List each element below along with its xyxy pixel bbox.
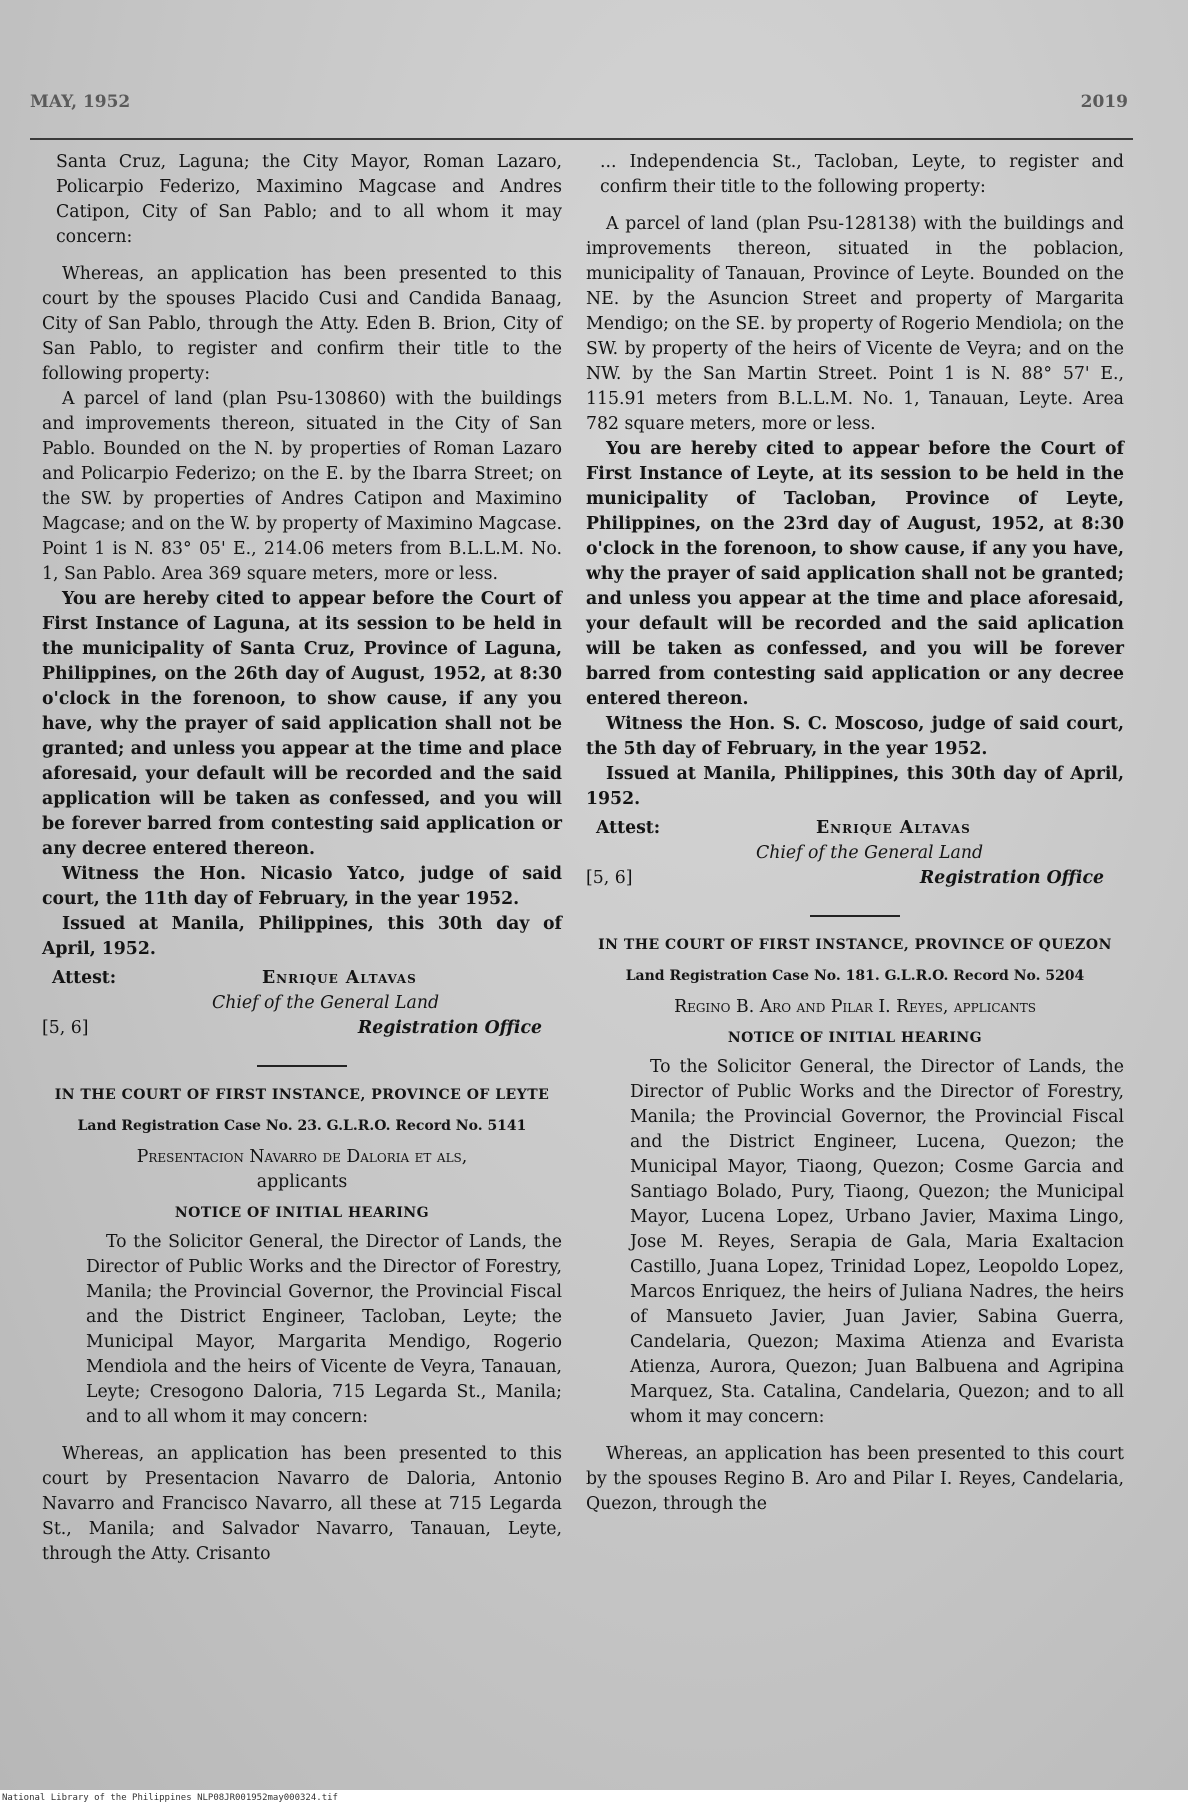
- issued-paragraph: Issued at Manila, Philippines, this 30th day of April, 1952.: [42, 914, 562, 959]
- section-divider-right: [810, 915, 900, 917]
- parcel-paragraph: A parcel of land (plan Psu-130860) with the buildings and improvements thereon, situated in the City of San Pablo. Bounded on the N. by properties of Roman Lazaro and Policarpio Federizo; on the E. by the Ibarra Street; on the SW. by properties of Andres Catipon and Maximino Magcase; and on the W. by property of Maximino Magcase. Point 1 is N. 83° 05' E., 214.06 meters from B.L.L.M. No. 1, San Pablo. Area 369 square meters, more or less.: [42, 389, 562, 584]
- case-number: Land Registration Case No. 23. G.L.R.O. Record No. 5141: [77, 1118, 527, 1134]
- parcel-paragraph-right: A parcel of land (plan Psu-128138) with the buildings and improvements thereon, situated in the poblacion, municipality of Tanauan, Province of Leyte. Bounded on the NE. by the Asuncion Street and property of Margarita Mendigo; on the SE. by property of Rogerio Mendiola; on the SW. by property of the heirs of Vicente de Veyra; and on the NW. by the San Martin Street. Point 1 is N. 88° 57' E., 115.91 meters from B.L.L.M. No. 1, Tanauan, Leyte. Area 782 square meters, more or less.: [586, 214, 1124, 434]
- attest-name: Enrique Altavas: [262, 968, 417, 988]
- notice-heading: NOTICE OF INITIAL HEARING: [174, 1205, 430, 1221]
- cited-paragraph: You are hereby cited to appear before the Court of First Instance of Laguna, at its session to be held in the municipality of Santa Cruz, Province of Laguna, Philippines, on the 26th day of August, 1952, at 8:30 o'clock in the forenoon, to show cause, if any you have, why the prayer of said application shall not be granted; and unless you appear at the time and place aforesaid, your default will be recorded and the said application will be taken as confessed, and you will be forever barred from contesting said application or any decree entered thereon.: [42, 589, 562, 859]
- addressees-cont-right: ... Independencia St., Tacloban, Leyte, to register and confirm their title to the following property:: [600, 152, 1124, 197]
- addressees-cont: Santa Cruz, Laguna; the City Mayor, Roman Lazaro, Policarpio Federizo, Maximino Magcase and Andres Catipon, City of San Pablo; and to all whom it may concern:: [56, 152, 562, 247]
- parties-right: Regino B. Aro and Pilar I. Reyes, applicants: [674, 997, 1036, 1017]
- court-heading: IN THE COURT OF FIRST INSTANCE, PROVINCE OF LEYTE: [54, 1087, 550, 1103]
- left-column: [42, 150, 562, 1567]
- attest-name-right: Enrique Altavas: [816, 818, 971, 838]
- right-column: [586, 150, 1124, 1517]
- issued-paragraph-right: Issued at Manila, Philippines, this 30th day of April, 1952.: [586, 764, 1124, 809]
- signature-title: [42, 991, 562, 1043]
- attest-label: Attest:: [52, 968, 117, 988]
- witness-paragraph: Witness the Hon. Nicasio Yatco, judge of said court, the 11th day of February, in the year 1952.: [42, 864, 562, 909]
- header-date: MAY, 1952: [30, 92, 131, 112]
- title-line-2-right: Registration Office: [919, 868, 1104, 888]
- section-divider: [257, 1065, 347, 1067]
- attest-label-right: Attest:: [596, 818, 661, 838]
- page-number: 2019: [1080, 92, 1128, 112]
- whereas-paragraph: Whereas, an application has been presented to this court by the spouses Placido Cusi and Candida Banaag, City of San Pablo, through the Atty. Eden B. Brion, City of San Pablo, to register and confirm their title to the following property:: [42, 264, 562, 384]
- case-number-right: Land Registration Case No. 181. G.L.R.O. Record No. 5204: [625, 968, 1085, 984]
- scan-footer: National Library of the Philippines NLP08JR001952may000324.tif: [2, 1793, 338, 1803]
- title-line-1-right: Chief of the General Land: [756, 843, 984, 863]
- court-heading-right: IN THE COURT OF FIRST INSTANCE, PROVINCE OF QUEZON: [598, 937, 1112, 953]
- parties: Presentacion Navarro de Daloria et als,: [136, 1147, 468, 1167]
- whereas-paragraph-right: Whereas, an application has been presented to this court by the spouses Regino B. Aro and Pilar I. Reyes, Candelaria, Quezon, through the: [586, 1444, 1124, 1514]
- cited-paragraph-right: You are hereby cited to appear before the Court of First Instance of Leyte, at its session to be held in the municipality of Tacloban, Province of Leyte, Philippines, on the 23rd day of August, 1952, at 8:30 o'clock in the forenoon, to show cause, if any you have, why the prayer of said application shall not be granted; and unless you appear at the time and place aforesaid, your default will be recorded and the said aplication will be taken as confessed, and you will be forever barred from contesting said application or any decree entered thereon.: [586, 439, 1124, 709]
- notice-heading-right: NOTICE OF INITIAL HEARING: [727, 1030, 983, 1046]
- witness-paragraph-right: Witness the Hon. S. C. Moscoso, judge of said court, the 5th day of February, in the year 1952.: [586, 714, 1124, 759]
- signature-title-right: [586, 841, 1124, 893]
- reference: [5, 6]: [42, 1018, 89, 1038]
- parties-role: applicants: [256, 1172, 348, 1192]
- to-paragraph-right: To the Solicitor General, the Director of Lands, the Director of Public Works and the Director of Forestry, Manila; the Provincial Governor, the Provincial Fiscal and the District Engineer, Lucena, Quezon; the Municipal Mayor, Tiaong, Quezon; Cosme Garcia and Santiago Bolado, Pury, Tiaong, Quezon; the Municipal Mayor, Lucena Lopez, Urbano Javier, Maxima Lingo, Jose M. Reyes, Serapia de Gala, Maria Exaltacion Castillo, Juana Lopez, Trinidad Lopez, Leopoldo Lopez, Marcos Enriquez, the heirs of Juliana Nadres, the heirs of Mansueto Javier, Juan Javier, Sabina Guerra, Candelaria, Quezon; Maxima Atienza and Evarista Atienza, Aurora, Quezon; Juan Balbuena and Agripina Marquez, Sta. Catalina, Candelaria, Quezon; and to all whom it may concern:: [630, 1057, 1124, 1427]
- header-rule: [30, 138, 1133, 140]
- title-line-2: Registration Office: [357, 1018, 542, 1038]
- to-paragraph: To the Solicitor General, the Director of Lands, the Director of Public Works and the Director of Forestry, Manila; the Provincial Governor, the Provincial Fiscal and the District Engineer, Tacloban, Leyte; the Municipal Mayor, Margarita Mendigo, Rogerio Mendiola and the heirs of Vicente de Veyra, Tanauan, Leyte; Cresogono Daloria, 715 Legarda St., Manila; and to all whom it may concern:: [86, 1232, 562, 1427]
- reference-right: [5, 6]: [586, 868, 633, 888]
- page-header: [30, 92, 1128, 122]
- whereas-paragraph-2: Whereas, an application has been presented to this court by Presentacion Navarro de Daloria, Antonio Navarro and Francisco Navarro, all these at 715 Legarda St., Manila; and Salvador Navarro, Tanauan, Leyte, through the Atty. Crisanto: [42, 1444, 562, 1564]
- title-line-1: Chief of the General Land: [212, 993, 440, 1013]
